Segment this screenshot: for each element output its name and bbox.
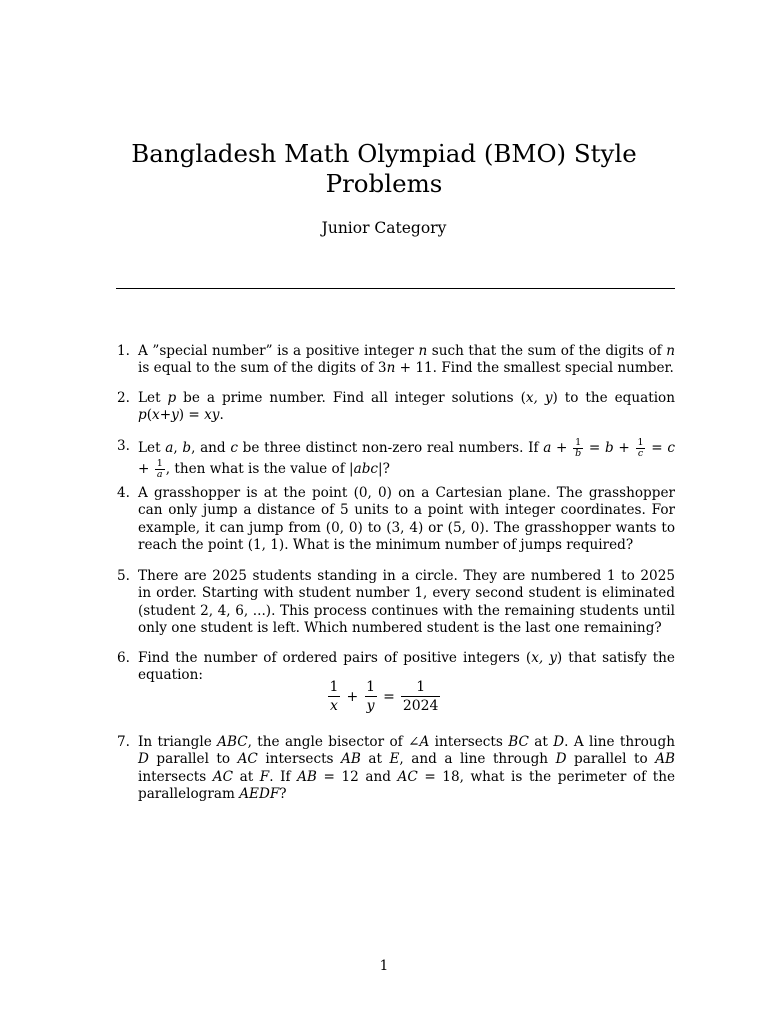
problem-number: 4. xyxy=(117,485,130,501)
problem-text: Find the number of ordered pairs of positive integers (x, y) that satisfy the equation: xyxy=(138,650,675,684)
page-subtitle: Junior Category xyxy=(321,219,447,237)
problem-3 xyxy=(108,438,675,480)
problem-text: Let a, b, and c be three distinct non-zero real numbers. If a + $\frac{1}{b}$ = b + $\frac{1}{c}$ = c + $\frac{1}{a}$ , then what is the value of |abc|? xyxy=(138,437,675,480)
problem-number: 1. xyxy=(117,343,130,359)
problem-number: 5. xyxy=(117,568,130,584)
problem-4 xyxy=(108,485,675,555)
problem-number: 2. xyxy=(117,390,130,406)
problem-text: A grasshopper is at the point (0, 0) on a Cartesian plane. The grasshopper can only jump a distance of 5 units to a point with integer coordinates. For example, it can jump from (0, 0) to (3, 4) or (5, 0). The grasshopper wants to reach the point (1, 1). What is the minimum number of jumps required? xyxy=(138,485,675,554)
problem-1 xyxy=(108,343,675,378)
problem-5 xyxy=(108,568,675,638)
problem-text: A ”special number” is a positive integer n such that the sum of the digits of n is equal to the sum of the digits of 3n + 11. Find the smallest special number. xyxy=(138,343,675,377)
page-title-line1: Bangladesh Math Olympiad (BMO) Style xyxy=(131,139,637,168)
problem-7 xyxy=(108,734,675,804)
problem-number: 7. xyxy=(117,734,130,750)
problem-text: There are 2025 students standing in a circle. They are numbered 1 to 2025 in order. Starting with student number 1, every second student is eliminated (student 2, 4, 6, ...). This process continues with the remaining students until only one student is left. Which numbered student is the last one remaining? xyxy=(138,568,675,637)
problem-text: Let p be a prime number. Find all integer solutions (x, y) to the equation p(x+y) = xy. xyxy=(138,390,675,424)
problem-2 xyxy=(108,390,675,425)
problem-number: 3. xyxy=(117,438,130,454)
problem-number: 6. xyxy=(117,650,130,666)
page-title xyxy=(0,139,768,199)
horizontal-rule xyxy=(116,288,675,289)
page-title-line2: Problems xyxy=(325,169,443,198)
page-number: 1 xyxy=(379,958,389,974)
problem-text: In triangle ABC, the angle bisector of ∠A intersects BC at D. A line through D parallel to AC intersects AB at E, and a line through D parallel to AB intersects AC at F. If AB = 12 and AC = 18, what is the perimeter of the parallelogram AEDF? xyxy=(138,734,676,803)
display-equation: $\frac{1}{x}$ + $\frac{1}{y}$ = $\frac{1}{2024}$ xyxy=(329,679,439,714)
